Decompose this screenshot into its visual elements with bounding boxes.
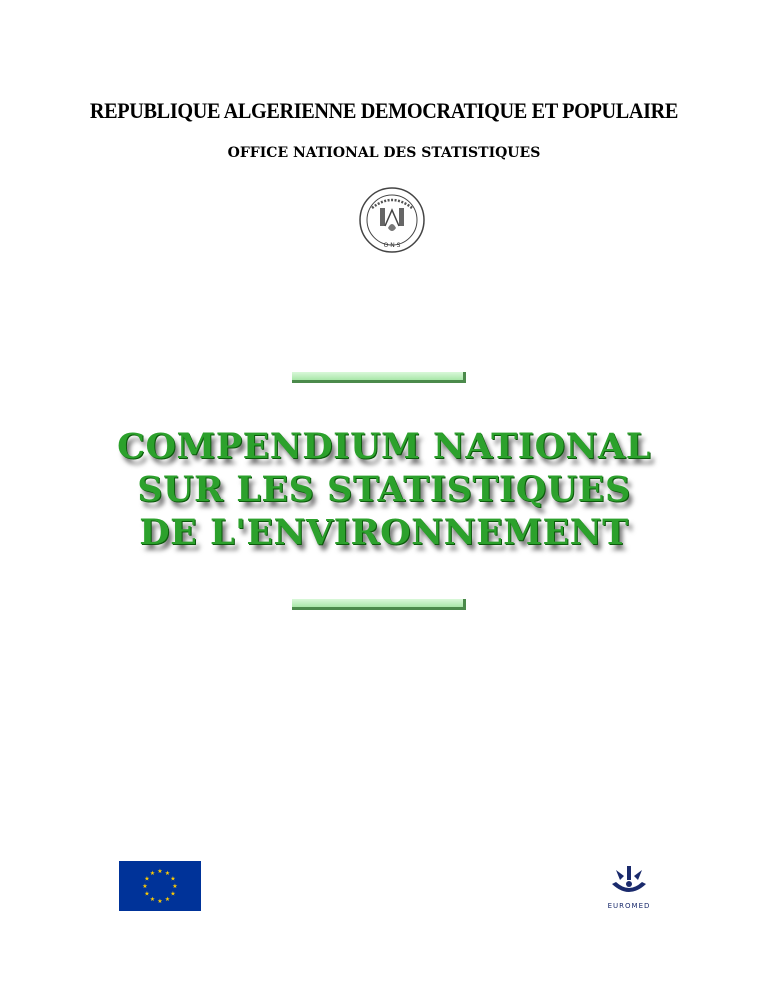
eu-star-icon: ★ bbox=[144, 890, 150, 898]
divider-bottom bbox=[292, 599, 466, 610]
eu-star-icon: ★ bbox=[142, 883, 148, 890]
eu-star-icon: ★ bbox=[144, 875, 150, 883]
eu-star-icon: ★ bbox=[164, 896, 171, 903]
eu-star-icon: ★ bbox=[172, 883, 178, 890]
divider-top bbox=[292, 372, 466, 383]
eu-star-icon: ★ bbox=[157, 868, 163, 875]
document-title bbox=[0, 425, 768, 554]
euromed-label: EUROMED bbox=[607, 902, 651, 910]
eu-star-icon: ★ bbox=[149, 870, 156, 877]
eu-star-icon: ★ bbox=[170, 890, 176, 898]
title-line-2: SUR LES STATISTIQUES bbox=[137, 469, 631, 510]
eu-star-icon: ★ bbox=[157, 898, 163, 905]
eu-star-icon: ★ bbox=[149, 896, 156, 903]
title-line-3: DE L'ENVIRONNEMENT bbox=[139, 512, 629, 553]
euromed-logo bbox=[594, 862, 664, 917]
ons-seal-icon bbox=[358, 186, 426, 254]
eu-star-icon: ★ bbox=[170, 875, 176, 883]
eu-star-icon: ★ bbox=[164, 870, 171, 877]
country-title: REPUBLIQUE ALGERIENNE DEMOCRATIQUE ET POPULAIRE bbox=[89, 98, 679, 123]
seal-letters: O N S bbox=[383, 242, 401, 249]
title-line-1: COMPENDIUM NATIONAL bbox=[117, 426, 651, 467]
euromed-logo-icon bbox=[594, 862, 664, 902]
eu-flag-icon bbox=[119, 861, 201, 911]
office-title: OFFICE NATIONAL DES STATISTIQUES bbox=[227, 145, 541, 161]
